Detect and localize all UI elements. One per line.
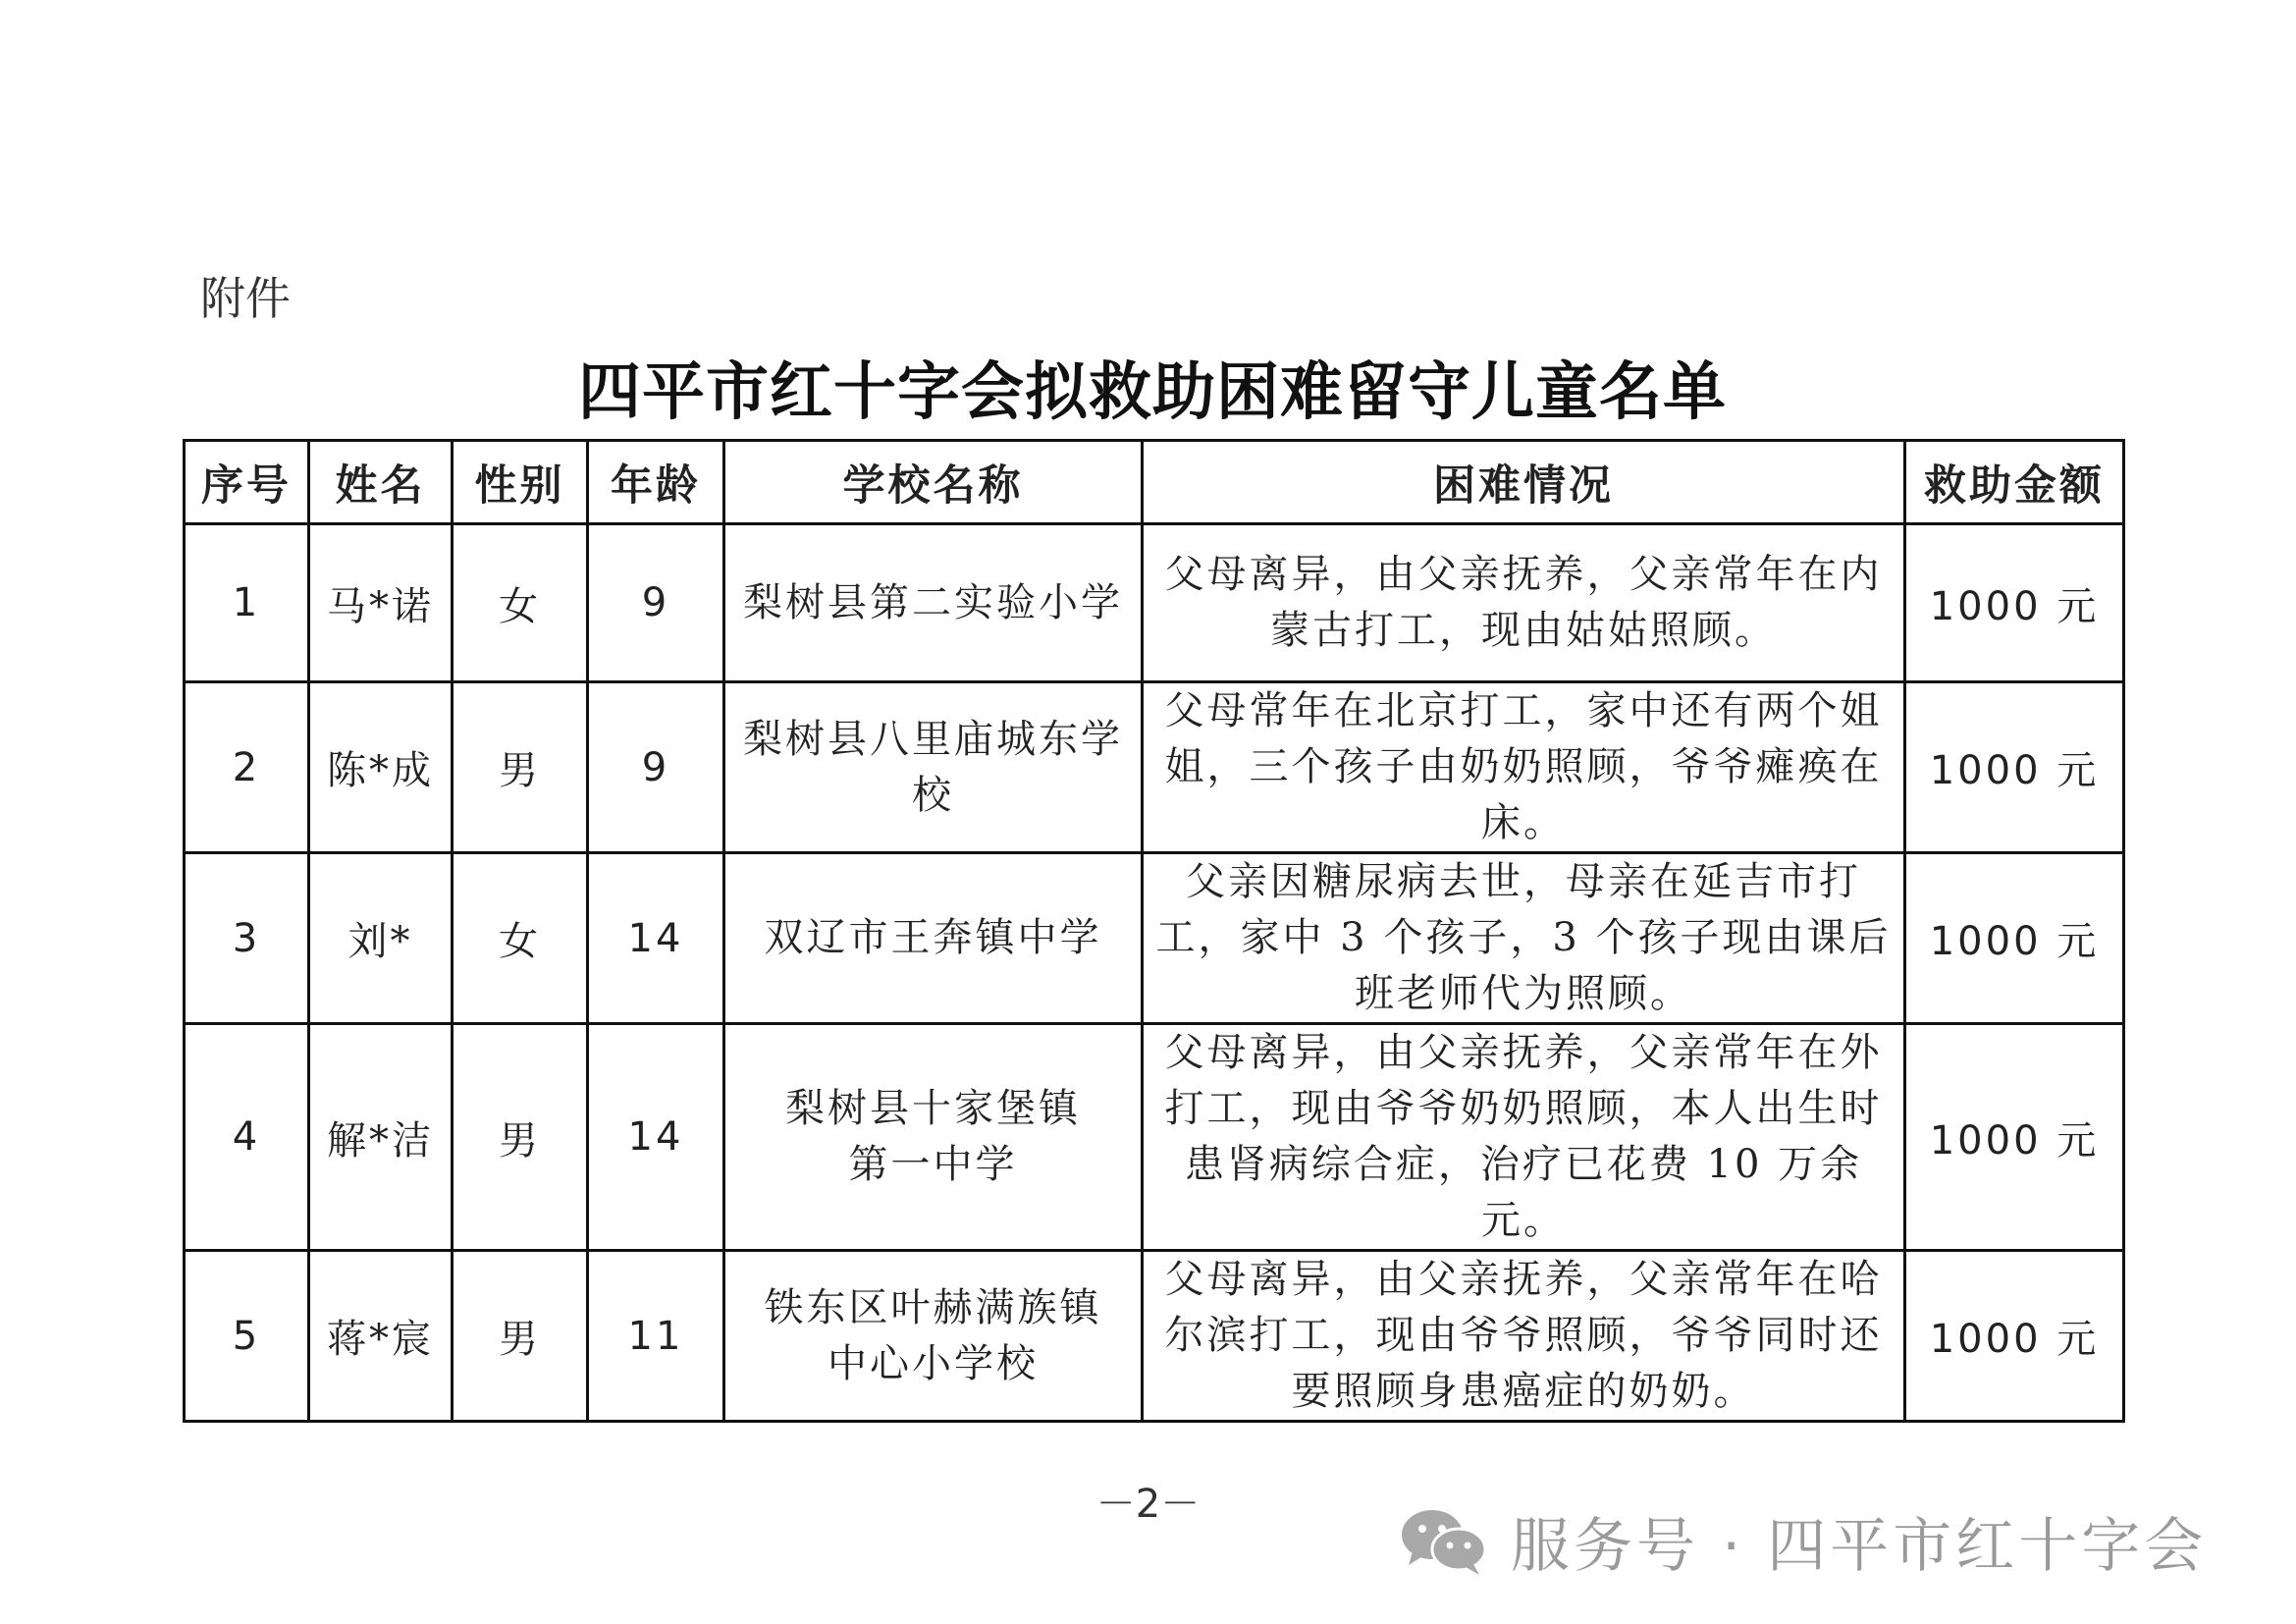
header-gender: 性别 <box>453 441 588 524</box>
cell-age: 9 <box>588 524 724 682</box>
cell-name: 陈*成 <box>309 682 453 853</box>
school-line: 梨树县八里庙城东学校 <box>743 716 1123 818</box>
children-table <box>183 439 2125 1423</box>
cell-school <box>724 1024 1143 1251</box>
cell-no: 1 <box>185 524 309 682</box>
cell-situation: 父母离异，由父亲抚养，父亲常年在哈尔滨打工，现由爷爷照顾，爷爷同时还要照顾身患癌症的奶奶。 <box>1143 1251 1905 1422</box>
cell-age: 9 <box>588 682 724 853</box>
school-line: 第一中学 <box>848 1142 1018 1187</box>
header-amount: 救助金额 <box>1905 441 2124 524</box>
table-row <box>185 682 2124 853</box>
cell-gender: 男 <box>453 1251 588 1422</box>
cell-school <box>724 853 1143 1024</box>
cell-amount: 1000 元 <box>1905 1024 2124 1251</box>
cell-amount: 1000 元 <box>1905 853 2124 1024</box>
school-line: 梨树县十家堡镇 <box>785 1086 1081 1131</box>
header-situation: 困难情况 <box>1143 441 1905 524</box>
cell-amount: 1000 元 <box>1905 1251 2124 1422</box>
cell-gender: 女 <box>453 524 588 682</box>
school-line: 铁东区叶赫满族镇 <box>764 1284 1102 1330</box>
cell-age: 14 <box>588 1024 724 1251</box>
attachment-label: 附件 <box>200 272 291 325</box>
cell-situation: 父亲因糖尿病去世，母亲在延吉市打工，家中 3 个孩子，3 个孩子现由课后班老师代为照顾。 <box>1143 853 1905 1024</box>
cell-amount: 1000 元 <box>1905 524 2124 682</box>
header-no: 序号 <box>185 441 309 524</box>
cell-situation: 父母离异，由父亲抚养，父亲常年在内蒙古打工，现由姑姑照顾。 <box>1143 524 1905 682</box>
cell-age: 14 <box>588 853 724 1024</box>
page-number: －2－ <box>1095 1482 1201 1527</box>
cell-no: 2 <box>185 682 309 853</box>
cell-situation: 父母离异，由父亲抚养，父亲常年在外打工，现由爷爷奶奶照顾，本人出生时患肾病综合症，治疗已花费 10 万余元。 <box>1143 1024 1905 1251</box>
cell-amount: 1000 元 <box>1905 682 2124 853</box>
header-school: 学校名称 <box>724 441 1143 524</box>
cell-school <box>724 1251 1143 1422</box>
cell-gender: 男 <box>453 682 588 853</box>
document-title: 四平市红十字会拟救助困难留守儿童名单 <box>578 355 1727 429</box>
school-line: 双辽市王奔镇中学 <box>764 915 1102 960</box>
cell-no: 4 <box>185 1024 309 1251</box>
wechat-icon <box>1399 1506 1489 1577</box>
cell-gender: 男 <box>453 1024 588 1251</box>
cell-gender: 女 <box>453 853 588 1024</box>
watermark <box>1399 1502 2207 1581</box>
watermark-text: 服务号 · 四平市红十字会 <box>1511 1512 2208 1581</box>
cell-name: 刘* <box>309 853 453 1024</box>
header-name: 姓名 <box>309 441 453 524</box>
cell-name: 解*洁 <box>309 1024 453 1251</box>
cell-name: 马*诺 <box>309 524 453 682</box>
table-header-row <box>185 441 2124 524</box>
table-row <box>185 524 2124 682</box>
cell-situation: 父母常年在北京打工，家中还有两个姐姐，三个孩子由奶奶照顾，爷爷瘫痪在床。 <box>1143 682 1905 853</box>
cell-no: 5 <box>185 1251 309 1422</box>
school-line: 梨树县第二实验小学 <box>743 579 1123 625</box>
header-age: 年龄 <box>588 441 724 524</box>
cell-no: 3 <box>185 853 309 1024</box>
table-row <box>185 853 2124 1024</box>
cell-name: 蒋*宸 <box>309 1251 453 1422</box>
cell-age: 11 <box>588 1251 724 1422</box>
cell-school <box>724 524 1143 682</box>
table-row <box>185 1024 2124 1251</box>
table-row <box>185 1251 2124 1422</box>
cell-school <box>724 682 1143 853</box>
school-line: 中心小学校 <box>828 1340 1039 1386</box>
